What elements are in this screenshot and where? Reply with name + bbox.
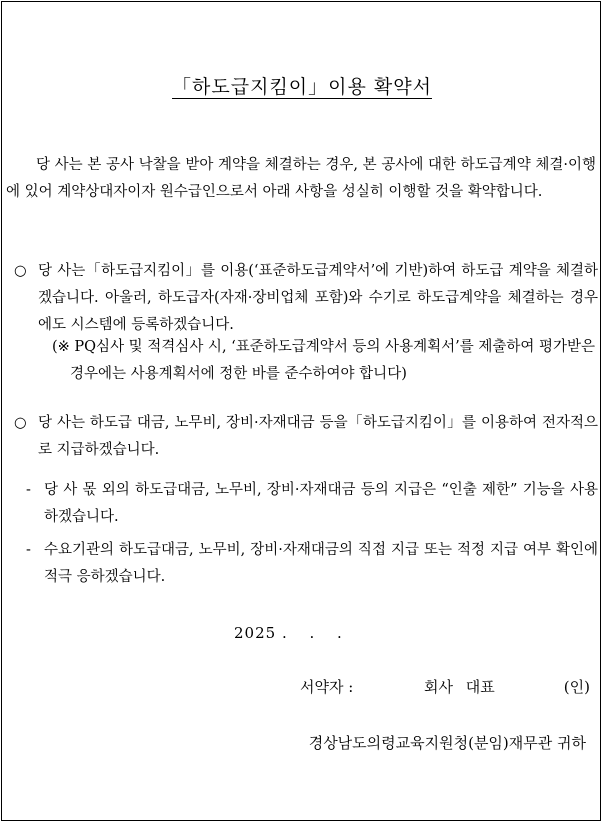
commitment-item-2-text: 당 사는 하도급 대금, 노무비, 장비·자재대금 등을「하도급지킴이」를 이용하여 전자적으로 지급하겠습니다. <box>38 415 598 458</box>
dash-bullet: - <box>26 482 31 498</box>
pq-note <box>52 334 600 388</box>
signer-label: 서약자 : <box>300 678 354 696</box>
sub-item-text: 당 사 몫 외의 하도급대금, 노무비, 장비·자재대금 등의 지급은 “인출 제한” 기능을 사용하겠습니다. <box>44 482 598 525</box>
dash-bullet: - <box>26 542 31 558</box>
circle-bullet-icon: ○ <box>14 263 27 279</box>
company-representative-label: 회사 대표 <box>424 678 495 696</box>
document-date: 2025 . . . <box>234 624 343 642</box>
circle-bullet-icon: ○ <box>14 415 27 431</box>
sub-item-direct-payment <box>26 537 598 591</box>
commitment-item-1 <box>14 258 598 339</box>
commitment-item-1-text: 당 사는「하도급지킴이」를 이용(‘표준하도급계약서’에 기반)하여 하도급 계약을 체결하겠습니다. 아울러, 하도급자(자재·장비업체 포함)와 수기로 하도급계약을 체결하는 경우에도 시스템에 등록하겠습니다. <box>38 263 598 333</box>
sub-item-withdrawal-limit <box>26 477 598 531</box>
intro-paragraph: 당 사는 본 공사 낙찰을 받아 계약을 체결하는 경우, 본 공사에 대한 하도급계약 체결·이행에 있어 계약상대자이자 원수급인으로서 아래 사항을 성실히 이행할 것을 확약합니다. <box>6 157 596 200</box>
pq-note-text: (※ PQ심사 및 적격심사 시, ‘표준하도급계약서 등의 사용계획서’를 제출하여 평가받은 경우에는 사용계획서에 정한 바를 준수하여야 합니다) <box>52 339 595 382</box>
document-title: 「하도급지킴이」이용 확약서 <box>172 76 432 98</box>
commitment-item-2 <box>14 410 598 464</box>
sub-item-text: 수요기관의 하도급대금, 노무비, 장비·자재대금의 직접 지급 또는 적정 지급 여부 확인에 적극 응하겠습니다. <box>44 542 598 585</box>
seal-mark: (인) <box>563 678 590 696</box>
recipient-line: 경상남도의령교육지원청(분임)재무관 귀하 <box>308 734 586 752</box>
